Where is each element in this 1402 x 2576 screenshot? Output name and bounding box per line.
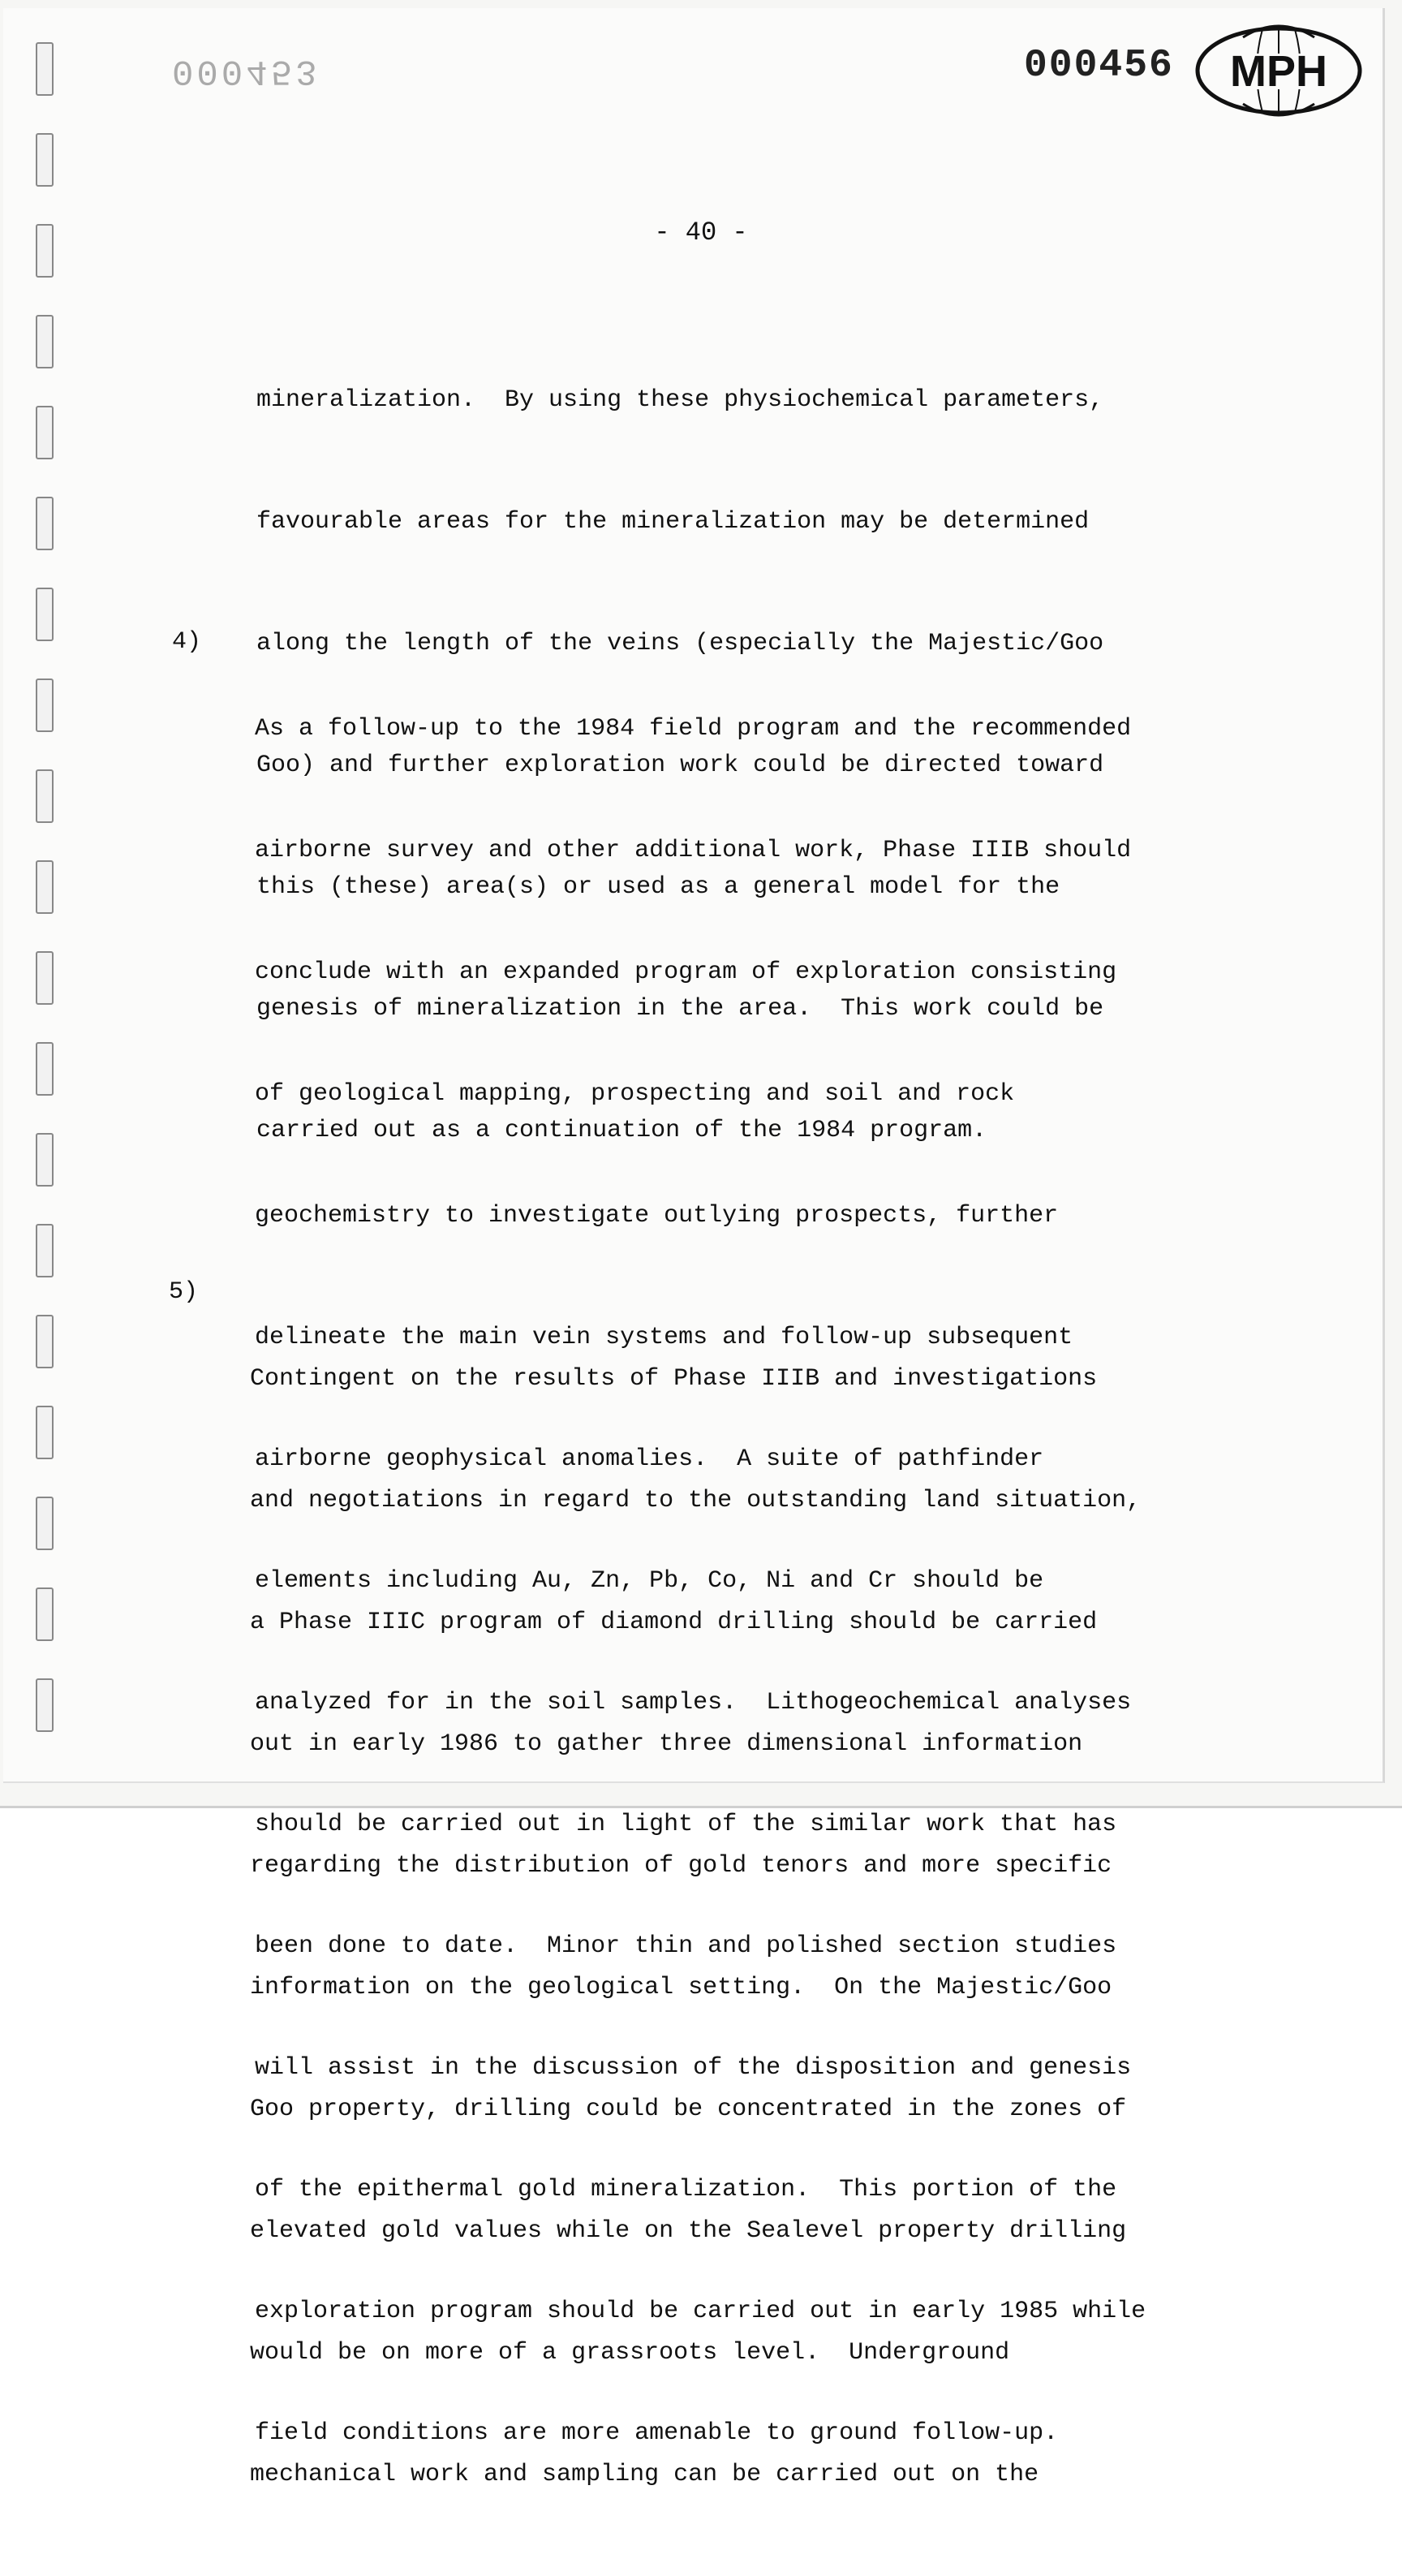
binder-hole [36, 1587, 54, 1641]
logo-text: MPH [1230, 47, 1327, 96]
binder-hole [36, 1133, 54, 1187]
text-line: of the epithermal gold mineralization. This portion of the [255, 2176, 1117, 2203]
page-stamp: 000456 [1024, 44, 1174, 88]
page-stamp-faded: 000453 [172, 50, 320, 91]
item-number: 5) [169, 1278, 199, 1306]
binder-hole [36, 1042, 54, 1096]
text-line: delineate the main vein systems and follow-up subsequent [255, 1324, 1073, 1351]
text-line: field conditions are more amenable to ground follow-up. [255, 2419, 1059, 2447]
text-line: a Phase IIIC program of diamond drilling should be carried [250, 1609, 1098, 1636]
text-line: regarding the distribution of gold tenors and more specific [250, 1852, 1112, 1880]
text-line: elements including Au, Zn, Pb, Co, Ni and Cr should be [255, 1567, 1044, 1595]
text-line: mineralization. By using these physiochemical parameters, [256, 386, 1104, 414]
text-line: geochemistry to investigate outlying prospects, further [255, 1202, 1059, 1230]
binder-hole [36, 1678, 54, 1732]
binder-hole [36, 860, 54, 914]
text-line: should be carried out in light of the similar work that has [255, 1811, 1117, 1838]
binder-hole [36, 406, 54, 459]
text-line: will assist in the discussion of the disposition and genesis [255, 2054, 1132, 2082]
binder-hole [36, 1406, 54, 1459]
text-line: analyzed for in the soil samples. Lithogeochemical analyses [255, 1689, 1132, 1717]
binder-hole [36, 133, 54, 187]
text-line: exploration program should be carried out in early 1985 while [255, 2298, 1146, 2325]
binder-hole [36, 497, 54, 550]
text-line: mechanical work and sampling can be carried out on the [250, 2461, 1039, 2488]
text-line: along the length of the veins (especially the Majestic/Goo [256, 630, 1104, 657]
text-line: of geological mapping, prospecting and soil and rock [255, 1080, 1015, 1108]
text-line: carried out as a continuation of the 1984 program. [256, 1117, 987, 1144]
text-line: Goo) and further exploration work could be directed toward [256, 752, 1104, 779]
mph-globe-logo [1194, 23, 1363, 118]
binder-hole [36, 42, 54, 96]
binder-hole [36, 769, 54, 823]
page-number: - 40 - [654, 218, 748, 248]
text-line: information on the geological setting. On the Majestic/Goo [250, 1974, 1112, 2001]
text-line: favourable areas for the mineralization may be determined [256, 508, 1090, 536]
binder-hole [36, 678, 54, 732]
text-line: genesis of mineralization in the area. This work could be [256, 995, 1104, 1023]
binder-hole [36, 588, 54, 641]
text-line: would be on more of a grassroots level. Underground [250, 2339, 1010, 2367]
text-line: Goo property, drilling could be concentrated in the zones of [250, 2096, 1127, 2123]
text-line: elevated gold values while on the Sealevel property drilling [250, 2217, 1127, 2245]
text-line: out in early 1986 to gather three dimensional information [250, 1730, 1083, 1758]
binder-hole [36, 1315, 54, 1368]
text-line: airborne geophysical anomalies. A suite of pathfinder [255, 1445, 1044, 1473]
binder-hole [36, 1224, 54, 1277]
text-line: conclude with an expanded program of exploration consisting [255, 958, 1117, 986]
list-item-text [250, 1277, 1141, 2576]
text-line: this (these) area(s) or used as a general model for the [256, 873, 1060, 901]
text-line: Contingent on the results of Phase IIIB and investigations [250, 1365, 1098, 1393]
binder-hole [36, 951, 54, 1005]
text-line: been done to date. Minor thin and polished section studies [255, 1932, 1117, 1960]
text-line: and negotiations in regard to the outstanding land situation, [250, 1487, 1142, 1514]
binder-hole [36, 1497, 54, 1550]
text-line: As a follow-up to the 1984 field program and the recommended [255, 715, 1132, 743]
item-number: 4) [172, 628, 202, 656]
binder-hole [36, 315, 54, 368]
text-line: airborne survey and other additional work, Phase IIIB should [255, 837, 1132, 864]
